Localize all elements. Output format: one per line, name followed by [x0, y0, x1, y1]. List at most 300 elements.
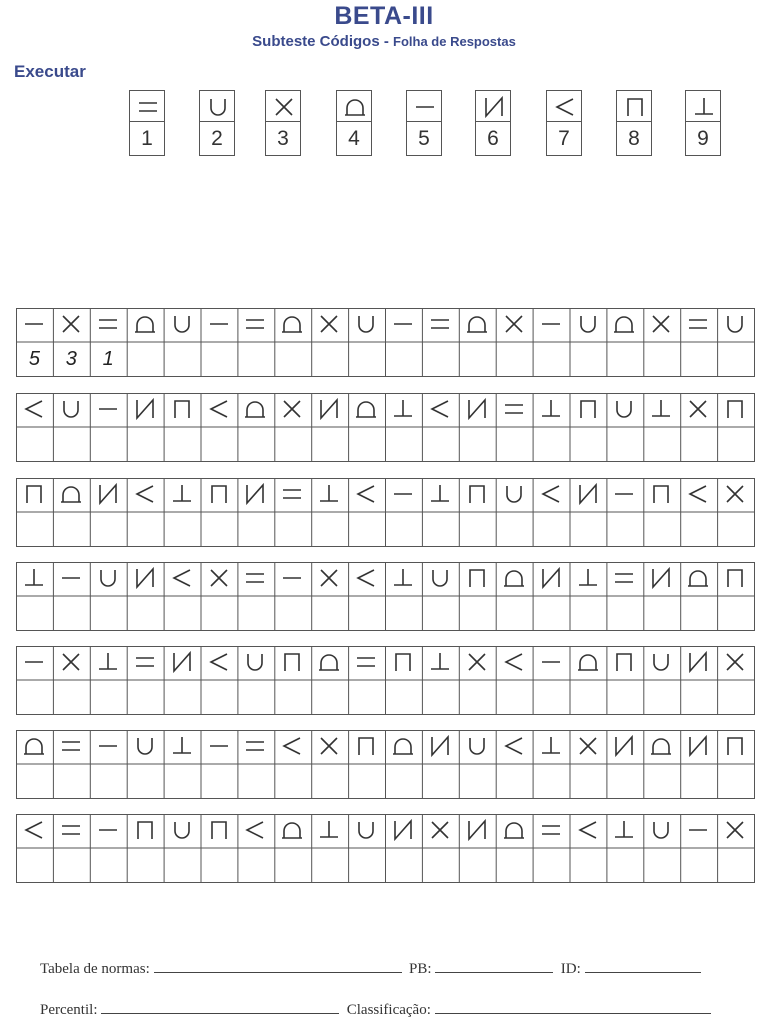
- answer-cell[interactable]: [274, 512, 311, 546]
- answer-cell[interactable]: [164, 596, 201, 630]
- symbol-cell: [16, 814, 53, 848]
- answer-cell[interactable]: [53, 680, 90, 714]
- answer-cell[interactable]: [385, 680, 422, 714]
- answer-cell[interactable]: [274, 342, 311, 376]
- answer-cell[interactable]: [717, 764, 754, 798]
- symbol-cell: [90, 730, 127, 764]
- symbol-cell: [459, 730, 496, 764]
- answer-cell[interactable]: [127, 512, 164, 546]
- symbol-cell: [164, 646, 201, 680]
- times-symbol-icon: [500, 310, 528, 338]
- answer-cell[interactable]: [348, 848, 385, 882]
- answer-cell[interactable]: [680, 764, 717, 798]
- answer-cell[interactable]: [164, 427, 201, 461]
- answer-cell[interactable]: [606, 342, 643, 376]
- answer-cell[interactable]: [570, 342, 607, 376]
- answer-cell[interactable]: [459, 848, 496, 882]
- answer-cell[interactable]: [459, 764, 496, 798]
- dome-symbol-icon: [352, 395, 380, 423]
- symbol-cell: [53, 478, 90, 512]
- answer-cell[interactable]: [570, 848, 607, 882]
- key-digit: 5: [406, 122, 442, 156]
- less-symbol-icon: [205, 395, 233, 423]
- n-rev-symbol-icon: [684, 732, 712, 760]
- symbol-cell: [385, 393, 422, 427]
- answer-cell[interactable]: [422, 512, 459, 546]
- times-symbol-icon: [647, 310, 675, 338]
- key-pair-3: [265, 90, 301, 156]
- symbol-cell: [606, 393, 643, 427]
- answer-cell[interactable]: [90, 427, 127, 461]
- answer-cell[interactable]: [53, 512, 90, 546]
- symbol-cell: [385, 646, 422, 680]
- symbol-cell: [164, 562, 201, 596]
- answer-cell[interactable]: [16, 512, 53, 546]
- symbol-cell: [717, 730, 754, 764]
- symbol-cell: [274, 562, 311, 596]
- answer-cell[interactable]: [459, 512, 496, 546]
- dome-symbol-icon: [574, 648, 602, 676]
- key-symbol-box: [336, 90, 372, 122]
- n-rev-symbol-icon: [168, 648, 196, 676]
- answer-cell[interactable]: [201, 427, 238, 461]
- less-symbol-icon: [20, 395, 48, 423]
- less-symbol-icon: [426, 395, 454, 423]
- symbol-cell: [237, 308, 274, 342]
- symbol-cell: [533, 478, 570, 512]
- perp-symbol-icon: [574, 564, 602, 592]
- answer-cell[interactable]: [496, 764, 533, 798]
- key-digit: 4: [336, 122, 372, 156]
- answer-cell[interactable]: [127, 848, 164, 882]
- answer-cell[interactable]: [680, 848, 717, 882]
- answer-cell[interactable]: [533, 596, 570, 630]
- answer-cell[interactable]: [459, 596, 496, 630]
- symbol-cell: [201, 814, 238, 848]
- answer-cell[interactable]: [643, 512, 680, 546]
- symbol-cell: [680, 393, 717, 427]
- cup-symbol-icon: [574, 310, 602, 338]
- answer-cell[interactable]: [680, 680, 717, 714]
- symbol-cell: [459, 478, 496, 512]
- symbol-cell: [496, 814, 533, 848]
- symbol-cell: [606, 646, 643, 680]
- less-symbol-icon: [352, 564, 380, 592]
- answer-cell[interactable]: [16, 596, 53, 630]
- answer-cell[interactable]: [533, 342, 570, 376]
- times-symbol-icon: [57, 310, 85, 338]
- subtitle-rest: Folha de Respostas: [393, 34, 516, 49]
- symbol-cell: [717, 393, 754, 427]
- answer-cell[interactable]: [717, 848, 754, 882]
- answer-cell[interactable]: [643, 596, 680, 630]
- answer-cell[interactable]: [311, 680, 348, 714]
- n-rev-symbol-icon: [610, 732, 638, 760]
- perp-symbol-icon: [610, 816, 638, 844]
- answer-cell[interactable]: [237, 680, 274, 714]
- answer-cell[interactable]: [533, 427, 570, 461]
- answer-cell[interactable]: [90, 680, 127, 714]
- answer-cell[interactable]: [643, 764, 680, 798]
- equals-symbol-icon: [278, 480, 306, 508]
- answer-cell[interactable]: [311, 427, 348, 461]
- answer-row-6: [16, 730, 754, 798]
- dash-symbol-icon: [205, 310, 233, 338]
- answer-cell[interactable]: [570, 764, 607, 798]
- answer-cell[interactable]: [680, 596, 717, 630]
- answer-cell[interactable]: [53, 764, 90, 798]
- answer-cell[interactable]: [459, 342, 496, 376]
- answer-cell[interactable]: [422, 848, 459, 882]
- answer-cell[interactable]: [385, 512, 422, 546]
- symbol-cell: [16, 478, 53, 512]
- symbol-cell: [348, 562, 385, 596]
- key-symbol-box: [475, 90, 511, 122]
- tabela-label: Tabela de normas:: [40, 961, 150, 977]
- symbol-cell: [311, 562, 348, 596]
- symbol-cell: [127, 478, 164, 512]
- cup-symbol-icon: [500, 480, 528, 508]
- answer-cell[interactable]: [643, 427, 680, 461]
- answer-cell[interactable]: [16, 848, 53, 882]
- cap-symbol-icon: [131, 816, 159, 844]
- equals-symbol-icon: [684, 310, 712, 338]
- answer-cell[interactable]: [201, 764, 238, 798]
- n-rev-symbol-icon: [574, 480, 602, 508]
- answer-cell[interactable]: [717, 512, 754, 546]
- answer-cell[interactable]: [533, 764, 570, 798]
- symbol-cell: [53, 393, 90, 427]
- dash-symbol-icon: [411, 93, 439, 121]
- execute-label: Executar: [14, 62, 86, 81]
- answer-cell[interactable]: [422, 596, 459, 630]
- symbol-cell: [385, 308, 422, 342]
- answer-cell[interactable]: [348, 764, 385, 798]
- perp-symbol-icon: [168, 732, 196, 760]
- answer-cell[interactable]: [237, 596, 274, 630]
- answer-cell[interactable]: [127, 342, 164, 376]
- answer-cell[interactable]: [237, 342, 274, 376]
- dash-symbol-icon: [205, 732, 233, 760]
- answer-cell[interactable]: [533, 848, 570, 882]
- answer-cell[interactable]: [90, 848, 127, 882]
- answer-cell[interactable]: [164, 848, 201, 882]
- answer-cell[interactable]: [348, 596, 385, 630]
- perp-symbol-icon: [168, 480, 196, 508]
- answer-row-4: [16, 562, 754, 630]
- answer-cell[interactable]: [274, 596, 311, 630]
- answer-cell[interactable]: [164, 764, 201, 798]
- key-symbol-box: [616, 90, 652, 122]
- symbol-cell: [606, 308, 643, 342]
- answer-cell[interactable]: [164, 512, 201, 546]
- symbol-cell: [53, 646, 90, 680]
- dash-symbol-icon: [537, 648, 565, 676]
- less-symbol-icon: [205, 648, 233, 676]
- times-symbol-icon: [205, 564, 233, 592]
- key-pair-8: [616, 90, 652, 156]
- symbol-cell: [643, 814, 680, 848]
- key-digit: 6: [475, 122, 511, 156]
- answer-cell[interactable]: [201, 512, 238, 546]
- answer-cell[interactable]: [274, 427, 311, 461]
- answer-cell[interactable]: [127, 764, 164, 798]
- n-rev-symbol-icon: [241, 480, 269, 508]
- dome-symbol-icon: [389, 732, 417, 760]
- answer-cell[interactable]: [164, 342, 201, 376]
- answer-cell[interactable]: [127, 680, 164, 714]
- answer-cell[interactable]: [606, 848, 643, 882]
- answer-cell[interactable]: [570, 427, 607, 461]
- times-symbol-icon: [721, 816, 749, 844]
- answer-cell[interactable]: [311, 342, 348, 376]
- answer-cell[interactable]: [422, 680, 459, 714]
- symbol-cell: [680, 730, 717, 764]
- symbol-cell: [164, 730, 201, 764]
- answer-cell[interactable]: [717, 596, 754, 630]
- symbol-cell: [496, 393, 533, 427]
- symbol-cell: [717, 478, 754, 512]
- answer-cell[interactable]: [680, 427, 717, 461]
- answer-cell[interactable]: [53, 596, 90, 630]
- answer-cell[interactable]: [496, 848, 533, 882]
- answer-cell[interactable]: [717, 427, 754, 461]
- answer-cell[interactable]: [680, 342, 717, 376]
- answer-cell[interactable]: [459, 427, 496, 461]
- answer-cell[interactable]: [348, 427, 385, 461]
- key-pair-2: [199, 90, 235, 156]
- answer-cell[interactable]: [127, 596, 164, 630]
- tabela-field[interactable]: [154, 958, 402, 973]
- symbol-cell: [237, 393, 274, 427]
- equals-symbol-icon: [134, 93, 162, 121]
- symbol-cell: [680, 562, 717, 596]
- answer-cell[interactable]: [201, 596, 238, 630]
- dash-symbol-icon: [94, 732, 122, 760]
- answer-row-2: [16, 393, 754, 461]
- symbol-cell: [164, 308, 201, 342]
- answer-cell[interactable]: [533, 512, 570, 546]
- answer-cell[interactable]: [459, 680, 496, 714]
- answer-cell[interactable]: [237, 427, 274, 461]
- subtitle-separator: -: [379, 33, 394, 50]
- answer-cell[interactable]: [201, 342, 238, 376]
- answer-cell[interactable]: [422, 764, 459, 798]
- cup-symbol-icon: [168, 816, 196, 844]
- answer-cell[interactable]: [496, 342, 533, 376]
- key-symbol-box: [685, 90, 721, 122]
- cup-symbol-icon: [131, 732, 159, 760]
- symbol-cell: [274, 730, 311, 764]
- answer-cell[interactable]: [606, 596, 643, 630]
- cup-symbol-icon: [647, 816, 675, 844]
- symbol-cell: [348, 308, 385, 342]
- symbol-cell: [311, 393, 348, 427]
- answer-cell[interactable]: [496, 427, 533, 461]
- cup-symbol-icon: [647, 648, 675, 676]
- answer-cell[interactable]: [496, 512, 533, 546]
- answer-cell[interactable]: [53, 427, 90, 461]
- perp-symbol-icon: [389, 395, 417, 423]
- answer-cell[interactable]: 1: [102, 348, 114, 370]
- answer-cell[interactable]: [311, 764, 348, 798]
- symbol-cell: [274, 646, 311, 680]
- symbol-cell: [237, 814, 274, 848]
- answer-cell[interactable]: [570, 680, 607, 714]
- id-field[interactable]: [585, 958, 701, 973]
- cap-symbol-icon: [205, 480, 233, 508]
- key-pair-5: [406, 90, 442, 156]
- answer-cell[interactable]: [90, 596, 127, 630]
- answer-row-1: [16, 308, 754, 376]
- dome-symbol-icon: [500, 816, 528, 844]
- n-rev-symbol-icon: [537, 564, 565, 592]
- symbol-cell: [643, 730, 680, 764]
- less-symbol-icon: [278, 732, 306, 760]
- answer-cell[interactable]: 5: [28, 348, 40, 370]
- answer-cell[interactable]: [496, 680, 533, 714]
- answer-cell[interactable]: [348, 342, 385, 376]
- n-rev-symbol-icon: [463, 816, 491, 844]
- dome-symbol-icon: [241, 395, 269, 423]
- equals-symbol-icon: [131, 648, 159, 676]
- cap-symbol-icon: [721, 564, 749, 592]
- answer-cell[interactable]: [311, 512, 348, 546]
- symbol-cell: [459, 562, 496, 596]
- symbol-cell: [274, 478, 311, 512]
- answer-cell[interactable]: [274, 680, 311, 714]
- footer-line-2: [40, 999, 711, 1019]
- dome-symbol-icon: [610, 310, 638, 338]
- symbol-cell: [127, 393, 164, 427]
- symbol-cell: [348, 646, 385, 680]
- answer-cell[interactable]: [274, 764, 311, 798]
- symbol-cell: [16, 308, 53, 342]
- key-pair-1: [129, 90, 165, 156]
- dash-symbol-icon: [94, 395, 122, 423]
- answer-cell[interactable]: [496, 596, 533, 630]
- answer-cell[interactable]: [16, 764, 53, 798]
- cap-symbol-icon: [574, 395, 602, 423]
- answer-cell[interactable]: [311, 848, 348, 882]
- percentil-field[interactable]: [101, 999, 339, 1014]
- dash-symbol-icon: [537, 310, 565, 338]
- cap-symbol-icon: [463, 480, 491, 508]
- answer-cell[interactable]: [533, 680, 570, 714]
- answer-cell[interactable]: [90, 764, 127, 798]
- answer-cell[interactable]: [717, 342, 754, 376]
- symbol-cell: [459, 393, 496, 427]
- symbol-cell: [496, 730, 533, 764]
- less-symbol-icon: [574, 816, 602, 844]
- answer-cell[interactable]: [16, 427, 53, 461]
- symbol-cell: [127, 730, 164, 764]
- answer-cell[interactable]: [237, 512, 274, 546]
- symbol-cell: [164, 814, 201, 848]
- symbol-cell: [311, 646, 348, 680]
- cup-symbol-icon: [94, 564, 122, 592]
- symbol-cell: [717, 814, 754, 848]
- answer-cell[interactable]: [274, 848, 311, 882]
- answer-cell[interactable]: [643, 680, 680, 714]
- answer-cell[interactable]: [90, 512, 127, 546]
- cap-symbol-icon: [721, 395, 749, 423]
- dome-symbol-icon: [647, 732, 675, 760]
- answer-cell[interactable]: [311, 596, 348, 630]
- answer-cell[interactable]: [385, 427, 422, 461]
- answer-cell[interactable]: [422, 342, 459, 376]
- cap-symbol-icon: [610, 648, 638, 676]
- answer-cell[interactable]: [606, 680, 643, 714]
- cup-symbol-icon: [352, 310, 380, 338]
- answer-cell[interactable]: [201, 848, 238, 882]
- answer-cell[interactable]: [237, 848, 274, 882]
- answer-cell[interactable]: [348, 512, 385, 546]
- symbol-cell: [127, 562, 164, 596]
- answer-cell[interactable]: [570, 596, 607, 630]
- perp-symbol-icon: [426, 480, 454, 508]
- cup-symbol-icon: [57, 395, 85, 423]
- n-rev-symbol-icon: [480, 93, 508, 121]
- answer-cell[interactable]: [606, 512, 643, 546]
- answer-cell[interactable]: [643, 342, 680, 376]
- answer-cell[interactable]: [237, 764, 274, 798]
- answer-cell[interactable]: [385, 596, 422, 630]
- symbol-cell: [496, 562, 533, 596]
- answer-cell[interactable]: [606, 764, 643, 798]
- symbol-cell: [311, 308, 348, 342]
- answer-cell[interactable]: [127, 427, 164, 461]
- less-symbol-icon: [241, 816, 269, 844]
- cup-symbol-icon: [241, 648, 269, 676]
- answer-cell[interactable]: [201, 680, 238, 714]
- classificacao-field[interactable]: [435, 999, 711, 1014]
- answer-cell[interactable]: [16, 680, 53, 714]
- symbol-cell: [348, 393, 385, 427]
- cap-symbol-icon: [205, 816, 233, 844]
- answer-cell[interactable]: [570, 512, 607, 546]
- equals-symbol-icon: [352, 648, 380, 676]
- answer-cell[interactable]: [717, 680, 754, 714]
- symbol-cell: [680, 646, 717, 680]
- equals-symbol-icon: [57, 732, 85, 760]
- answer-cell[interactable]: [385, 848, 422, 882]
- answer-cell[interactable]: [680, 512, 717, 546]
- times-symbol-icon: [426, 816, 454, 844]
- symbol-cell: [422, 393, 459, 427]
- answer-cell[interactable]: 3: [65, 348, 77, 370]
- answer-cell[interactable]: [422, 427, 459, 461]
- times-symbol-icon: [57, 648, 85, 676]
- answer-cell[interactable]: [643, 848, 680, 882]
- cap-symbol-icon: [389, 648, 417, 676]
- answer-cell[interactable]: [53, 848, 90, 882]
- answer-cell[interactable]: [385, 342, 422, 376]
- dash-symbol-icon: [20, 310, 48, 338]
- n-rev-symbol-icon: [463, 395, 491, 423]
- pb-field[interactable]: [435, 958, 553, 973]
- answer-cell[interactable]: [348, 680, 385, 714]
- dome-symbol-icon: [278, 310, 306, 338]
- answer-cell[interactable]: [606, 427, 643, 461]
- answer-cell[interactable]: [385, 764, 422, 798]
- cup-symbol-icon: [352, 816, 380, 844]
- less-symbol-icon: [684, 480, 712, 508]
- subtitle-main: Subteste Códigos: [252, 33, 380, 50]
- answer-cell[interactable]: [164, 680, 201, 714]
- equals-symbol-icon: [241, 564, 269, 592]
- symbol-cell: [274, 308, 311, 342]
